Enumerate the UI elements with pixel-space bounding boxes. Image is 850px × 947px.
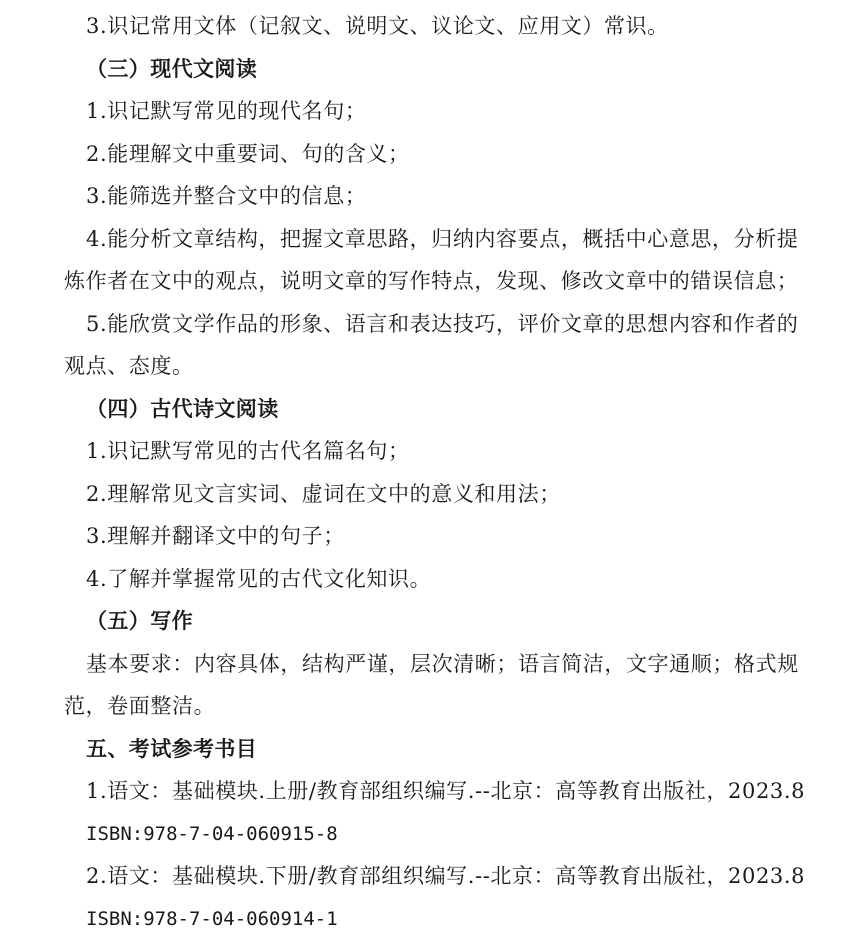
modern-item-3: 3.能筛选并整合文中的信息；: [86, 184, 367, 208]
reference-book-1: 1.语文：基础模块.上册/教育部组织编写.--北京：高等教育出版社，2023.8: [86, 779, 806, 803]
ancient-item-2: 2.理解常见文言实词、虚词在文中的意义和用法；: [86, 481, 561, 506]
modern-item-2: 2.能理解文中重要词、句的含义；: [86, 141, 410, 166]
modern-item-5-line-2: 观点、态度。: [64, 354, 194, 378]
modern-item-1: 1.识记默写常见的现代名句；: [86, 99, 367, 123]
reference-book-1-isbn: ISBN:978-7-04-060915-8: [86, 822, 338, 845]
section-heading-modern-reading: （三）现代文阅读: [86, 56, 258, 81]
section-heading-writing: （五）写作: [86, 609, 193, 633]
ancient-item-4: 4.了解并掌握常见的古代文化知识。: [86, 566, 432, 591]
modern-item-5-line-1: 5.能欣赏文学作品的形象、语言和表达技巧，评价文章的思想内容和作者的: [86, 311, 799, 336]
modern-item-4-line-1: 4.能分析文章结构，把握文章思路，归纳内容要点，概括中心意思，分析提: [86, 226, 799, 251]
reference-book-2-isbn: ISBN:978-7-04-060914-1: [86, 907, 338, 930]
section-heading-reference-books: 五、考试参考书目: [86, 736, 258, 761]
ancient-item-3: 3.理解并翻译文中的句子；: [86, 524, 345, 548]
writing-requirements-line-1: 基本要求：内容具体，结构严谨，层次清晰；语言简洁，文字通顺；格式规: [86, 651, 799, 676]
section-heading-ancient-reading: （四）古代诗文阅读: [86, 396, 279, 421]
item-genre-knowledge: 3.识记常用文体（记叙文、说明文、议论文、应用文）常识。: [86, 14, 669, 38]
modern-item-4-line-2: 炼作者在文中的观点，说明文章的写作特点，发现、修改文章中的错误信息；: [64, 269, 799, 293]
reference-book-2: 2.语文：基础模块.下册/教育部组织编写.--北京：高等教育出版社，2023.8: [86, 864, 806, 888]
writing-requirements-line-2: 范，卷面整洁。: [64, 694, 216, 718]
ancient-item-1: 1.识记默写常见的古代名篇名句；: [86, 439, 410, 463]
